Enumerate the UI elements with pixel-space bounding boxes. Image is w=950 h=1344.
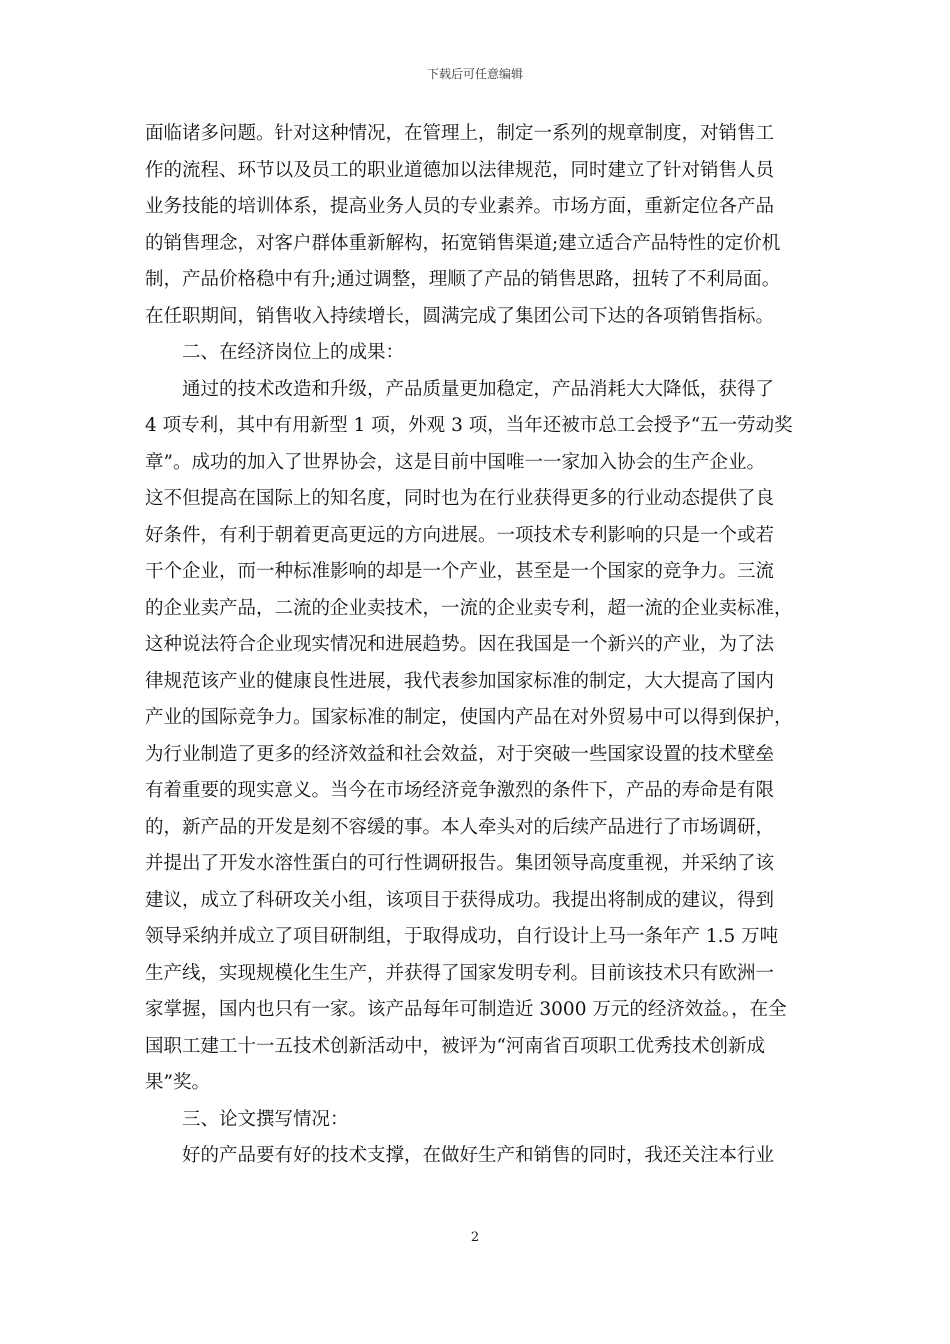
text-line: 家掌握，国内也只有一家。该产品每年可制造近 3000 万元的经济效益。，在全 [145, 999, 787, 1020]
text-line: 这不但提高在国际上的知名度，同时也为在行业获得更多的行业动态提供了良 [145, 488, 775, 509]
text-line: 建议，成立了科研攻关小组，该项目于获得成功。我提出将制成的建议，得到 [145, 889, 775, 911]
text-line: 有着重要的现实意义。当今在市场经济竞争激烈的条件下，产品的寿命是有限 [145, 780, 775, 801]
text-line: 作的流程、环节以及员工的职业道德加以法律规范，同时建立了针对销售人员 [145, 159, 775, 181]
text-line: 通过的技术改造和升级，产品质量更加稳定，产品消耗大大降低，获得了 [182, 378, 775, 400]
text-line: 面临诸多问题。针对这种情况，在管理上，制定一系列的规章制度，对销售工 [145, 123, 775, 144]
text-line: 三、论文撰写情况： [182, 1108, 349, 1130]
text-line: 产业的国际竞争力。国家标准的制定，使国内产品在对外贸易中可以得到保护， [145, 707, 793, 728]
text-line: 并提出了开发水溶性蛋白的可行性调研报告。集团领导高度重视，并采纳了该 [145, 853, 775, 874]
text-line: 为行业制造了更多的经济效益和社会效益，对于突破一些国家设置的技术壁垒 [145, 743, 775, 765]
text-line: 生产线，实现规模化生生产，并获得了国家发明专利。目前该技术只有欧洲一 [145, 962, 775, 984]
text-line: 在任职期间，销售收入持续增长，圆满完成了集团公司下达的各项销售指标。 [145, 305, 775, 327]
text-line: 制，产品价格稳中有升;通过调整，理顺了产品的销售思路，扭转了不利局面。 [145, 269, 781, 290]
text-line: 章”。成功的加入了世界协会，这是目前中国唯一一家加入协会的生产企业。 [145, 451, 765, 473]
text-line: 果”奖。 [145, 1072, 210, 1093]
text-line: 好条件，有利于朝着更高更远的方向进展。一项技术专利影响的只是一个或若 [145, 524, 775, 546]
text-line: 的，新产品的开发是刻不容缓的事。本人牵头对的后续产品进行了市场调研， [145, 816, 775, 838]
text-line: 二、在经济岗位上的成果： [182, 342, 405, 363]
text-line: 领导采纳并成立了项目研制组，于取得成功，自行设计上马一条年产 1.5 万吨 [145, 926, 779, 947]
text-line: 干个企业，而一种标准影响的却是一个产业，甚至是一个国家的竞争力。三流 [145, 561, 775, 582]
text-line: 律规范该产业的健康良性进展，我代表参加国家标准的制定，大大提高了国内 [145, 670, 775, 692]
text-line: 4 项专利，其中有用新型 1 项，外观 3 项，当年还被市总工会授予“五一劳动奖 [145, 415, 793, 436]
document-body [145, 116, 820, 1175]
text-line: 的企业卖产品，二流的企业卖技术，一流的企业卖专利，超一流的企业卖标准， [145, 597, 793, 619]
text-line: 业务技能的培训体系，提高业务人员的专业素养。市场方面，重新定位各产品 [145, 196, 775, 217]
text-line: 的销售理念，对客户群体重新解构，拓宽销售渠道;建立适合产品特性的定价机 [145, 232, 781, 254]
text-line: 这种说法符合企业现实情况和进展趋势。因在我国是一个新兴的产业，为了法 [145, 634, 775, 655]
page-header: 下载后可任意编辑 [426, 67, 523, 81]
text-line: 好的产品要有好的技术支撑，在做好生产和销售的同时，我还关注本行业 [182, 1145, 775, 1166]
text-line: 国职工建工十一五技术创新活动中，被评为“河南省百项职工优秀技术创新成 [145, 1035, 765, 1057]
page-number: 2 [470, 1230, 480, 1245]
